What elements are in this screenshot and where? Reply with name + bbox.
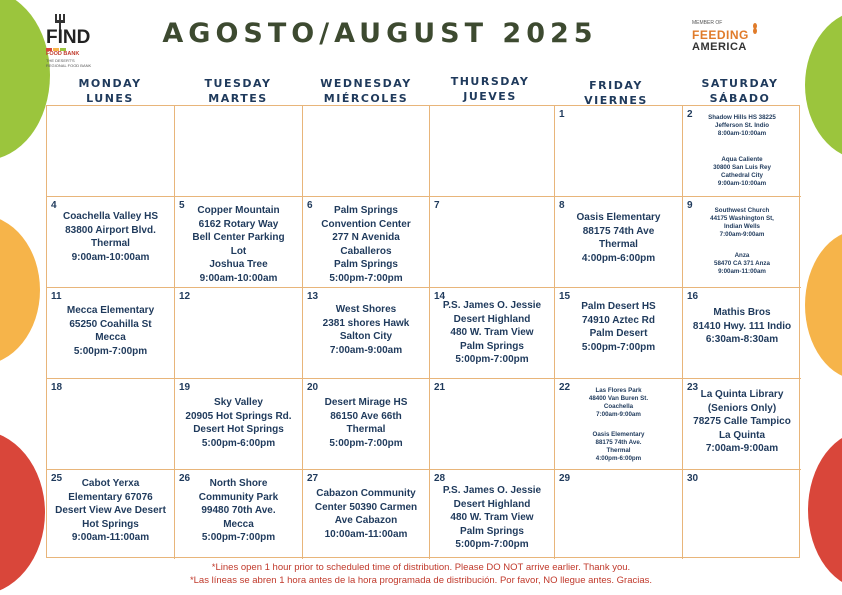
calendar-cell-day-27	[303, 470, 430, 559]
calendar-cell-day-11	[47, 288, 175, 379]
calendar-cell-day-16	[683, 288, 801, 379]
event-text: Shadow Hills HS 38225 Jefferson St. Indio 8:00am-10:00am	[708, 114, 776, 137]
day-number: 11	[51, 291, 62, 302]
day-number: 6	[307, 200, 313, 211]
header-wednesday	[302, 76, 430, 106]
day-number: 28	[434, 473, 446, 484]
decorative-circle-green-left	[0, 0, 50, 160]
calendar-cell-day-6	[303, 197, 430, 288]
day-number: 29	[559, 473, 571, 484]
wheat-icon	[750, 23, 760, 37]
decorative-circle-orange-right	[805, 230, 842, 380]
event-text-2: Oasis Elementary 88175 74th Ave. Thermal 4:00pm-6:00pm	[592, 431, 645, 462]
day-number: 13	[307, 291, 319, 302]
calendar-cell-day-19	[175, 379, 303, 470]
header-saturday	[680, 76, 800, 106]
header-es: SÁBADO	[709, 92, 771, 105]
calendar-cell-day-29	[555, 470, 683, 559]
day-number: 1	[559, 109, 565, 120]
day-number: 18	[51, 382, 63, 393]
event-text: Mathis Bros 81410 Hwy. 111 Indio 6:30am-8:30am	[692, 307, 792, 345]
calendar-cell-day-21	[430, 379, 555, 470]
event-text: P.S. James O. Jessie Desert Highland 480 W. Tram View Palm Springs 5:00pm-7:00pm	[442, 485, 542, 550]
find-logo-tagline-2: REGIONAL FOOD BANK	[46, 63, 92, 68]
calendar-cell-day-14	[430, 288, 555, 379]
calendar-cell-day-18	[47, 379, 175, 470]
footer-note-english: *Lines open 1 hour prior to scheduled time of distribution. Please DO NOT arrive earlier. Thank you.	[211, 562, 631, 573]
day-number: 19	[179, 382, 191, 393]
header-monday	[46, 76, 174, 106]
event-text-2: Anza 58470 CA 371 Anza 9:00am-11:00am	[714, 252, 770, 275]
day-number: 2	[687, 109, 693, 120]
decorative-circle-orange-left	[0, 215, 40, 365]
calendar-cell-day-26	[175, 470, 303, 559]
day-number: 23	[687, 382, 699, 393]
calendar-cell-day-13	[303, 288, 430, 379]
header-en: WEDNESDAY	[320, 77, 412, 90]
footer-note-spanish: *Las líneas se abren 1 hora antes de la hora programada de distribución. Por favor, NO llegue antes. Gracias.	[189, 575, 653, 586]
event-text: Mecca Elementary 65250 Coahilla St Mecca 5:00pm-7:00pm	[66, 305, 155, 357]
day-number: 21	[434, 382, 446, 393]
calendar-cell-day-2	[683, 106, 801, 197]
calendar-cell-day-5	[175, 197, 303, 288]
event-text: Oasis Elementary 88175 74th Ave Thermal 4:00pm-6:00pm	[576, 212, 661, 264]
day-number: 16	[687, 291, 699, 302]
header-en: MONDAY	[78, 77, 142, 90]
header-en: SATURDAY	[701, 77, 779, 90]
calendar-cell-day-30	[683, 470, 801, 559]
day-number: 15	[559, 291, 571, 302]
day-number: 27	[307, 473, 319, 484]
find-logo-text: FIND	[46, 27, 91, 48]
event-text-2: Aqua Caliente 30800 San Luis Rey Cathedral City 9:00am-10:00am	[713, 156, 771, 187]
calendar-cell-day-22	[555, 379, 683, 470]
day-number: 7	[434, 200, 440, 211]
header-es: JUEVES	[463, 90, 517, 103]
calendar-cell-day-28	[430, 470, 555, 559]
feeding-member-text: MEMBER OF	[692, 20, 723, 26]
calendar-grid	[46, 105, 800, 558]
calendar-cell-day-8	[555, 197, 683, 288]
calendar-cell-day-9	[683, 197, 801, 288]
event-text: Southwest Church 44175 Washington St, Indian Wells 7:00am-9:00am	[710, 207, 774, 238]
calendar-cell-day-25	[47, 470, 175, 559]
header-friday	[552, 78, 680, 108]
header-en: TUESDAY	[204, 77, 272, 90]
america-text: AMERICA	[692, 41, 747, 53]
header-thursday	[426, 74, 554, 104]
day-number: 30	[687, 473, 699, 484]
calendar-cell-day-12	[175, 288, 303, 379]
header-es: LUNES	[86, 92, 134, 105]
event-text: West Shores 2381 shores Hawk Salton City 7:00am-9:00am	[322, 304, 410, 356]
day-number: 12	[179, 291, 191, 302]
calendar-cell-day-20	[303, 379, 430, 470]
event-text: La Quinta Library (Seniors Only) 78275 Calle Tampico La Quinta 7:00am-9:00am	[693, 389, 791, 454]
day-number: 22	[559, 382, 571, 393]
day-number: 26	[179, 473, 191, 484]
day-number: 5	[179, 200, 185, 211]
calendar-cell-empty	[175, 106, 303, 197]
feeding-america-logo	[690, 20, 780, 60]
day-number: 14	[434, 291, 446, 302]
event-text: Copper Mountain 6162 Rotary Way Bell Center Parking Lot Joshua Tree 9:00am-10:00am	[192, 205, 285, 284]
event-text: North Shore Community Park 99480 70th Ave. Mecca 5:00pm-7:00pm	[198, 478, 279, 543]
event-text: Palm Springs Convention Center 277 N Avenida Caballeros Palm Springs 5:00pm-7:00pm	[321, 205, 411, 284]
event-text: Cabot Yerxa Elementary 67076 Desert View Ave Desert Hot Springs 9:00am-11:00am	[55, 478, 166, 543]
find-logo-subtitle: FOOD BANK	[46, 51, 80, 57]
calendar-cell-empty	[430, 106, 555, 197]
event-text: Desert Mirage HS 86150 Ave 66th Thermal 5:00pm-7:00pm	[324, 397, 408, 449]
decorative-circle-green-right	[805, 10, 842, 160]
calendar-cell-empty	[47, 106, 175, 197]
header-es: MIÉRCOLES	[323, 92, 409, 105]
find-logo-tagline-1: THE DESERT'S	[46, 58, 75, 63]
event-text: Las Flores Park 48400 Van Buren St. Coachella 7:00am-9:00am	[588, 387, 649, 418]
event-text: Cabazon Community Center 50390 Carmen Ave Cabazon 10:00am-11:00am	[314, 488, 418, 540]
feeding-text: FEEDING	[692, 28, 749, 42]
header-es: VIERNES	[584, 94, 648, 107]
calendar-cell-day-4	[47, 197, 175, 288]
header-es: MARTES	[208, 92, 268, 105]
event-text: Coachella Valley HS 83800 Airport Blvd. Thermal 9:00am-10:00am	[62, 211, 159, 263]
calendar-cell-day-23	[683, 379, 801, 470]
calendar-cell-day-15	[555, 288, 683, 379]
header-tuesday	[174, 76, 302, 106]
day-number: 4	[51, 200, 57, 211]
calendar-cell-day-1	[555, 106, 683, 197]
day-number: 20	[307, 382, 319, 393]
day-number: 8	[559, 200, 565, 211]
calendar-cell-day-7	[430, 197, 555, 288]
day-number: 9	[687, 200, 693, 211]
calendar-cell-empty	[303, 106, 430, 197]
event-text: P.S. James O. Jessie Desert Highland 480 W. Tram View Palm Springs 5:00pm-7:00pm	[442, 300, 542, 365]
header-en: FRIDAY	[589, 79, 643, 92]
find-food-bank-logo	[44, 14, 104, 74]
page-title: AGOSTO/AUGUST 2025	[162, 18, 598, 49]
event-text: Sky Valley 20905 Hot Springs Rd. Desert Hot Springs 5:00pm-6:00pm	[185, 397, 292, 449]
day-number: 25	[51, 473, 63, 484]
event-text: Palm Desert HS 74910 Aztec Rd Palm Desert 5:00pm-7:00pm	[581, 301, 656, 353]
header-en: THURSDAY	[450, 75, 530, 88]
